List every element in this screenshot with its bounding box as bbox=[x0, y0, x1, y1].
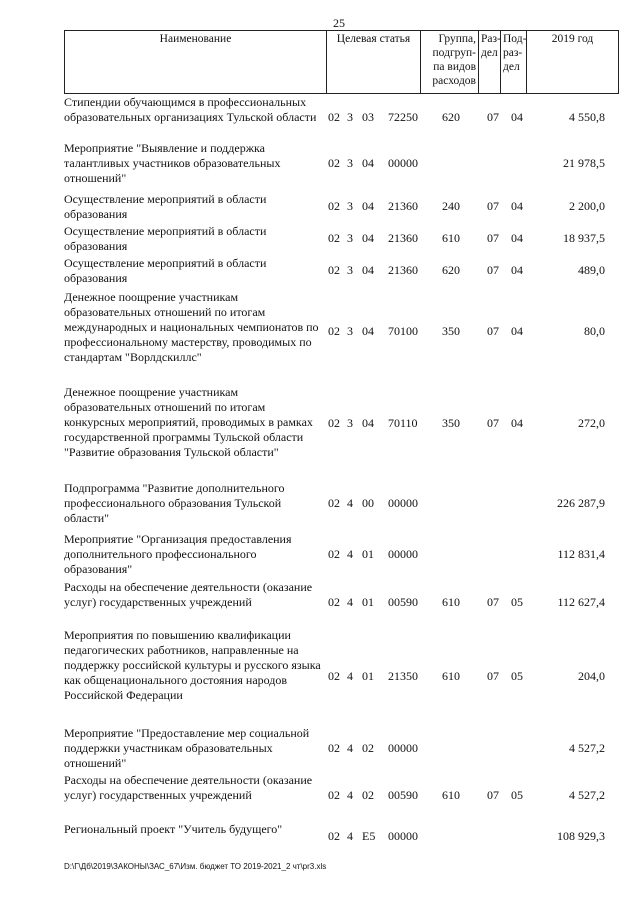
target-code-subprogram: 4 bbox=[347, 595, 353, 609]
table-row bbox=[0, 256, 640, 286]
target-code-program: 02 bbox=[328, 231, 340, 245]
target-code-direction: 00000 bbox=[388, 741, 418, 755]
subsection-code: 04 bbox=[511, 263, 523, 277]
target-code-program: 02 bbox=[328, 324, 340, 338]
target-code-event: 04 bbox=[362, 324, 374, 338]
target-code-program: 02 bbox=[328, 547, 340, 561]
section-code: 07 bbox=[487, 324, 499, 338]
target-code-direction: 21360 bbox=[388, 199, 418, 213]
table-row bbox=[0, 224, 640, 254]
amount-2019: 4 550,8 bbox=[569, 110, 605, 124]
subsection-code: 05 bbox=[511, 788, 523, 802]
target-code-direction: 21350 bbox=[388, 669, 418, 683]
subsection-code: 04 bbox=[511, 324, 523, 338]
header-year: 2019 год bbox=[527, 31, 619, 94]
target-code-subprogram: 3 bbox=[347, 263, 353, 277]
row-name: Денежное поощрение участникам образовательных отношений по итогам международных и национальных чемпионатов по профессиональному мастерству, проводимых по стандартам "Ворлдскиллс" bbox=[64, 290, 319, 364]
table-row bbox=[0, 773, 640, 803]
target-code-subprogram: 3 bbox=[347, 231, 353, 245]
amount-2019: 18 937,5 bbox=[563, 231, 605, 245]
target-code-direction: 00000 bbox=[388, 829, 418, 843]
target-code-program: 02 bbox=[328, 669, 340, 683]
target-code-program: 02 bbox=[328, 263, 340, 277]
row-name: Мероприятие "Выявление и поддержка талантливых участников образовательных отношений" bbox=[64, 141, 281, 185]
table-row bbox=[0, 628, 640, 703]
target-code-direction: 00000 bbox=[388, 156, 418, 170]
subsection-code: 05 bbox=[511, 669, 523, 683]
section-code: 07 bbox=[487, 669, 499, 683]
target-code-program: 02 bbox=[328, 788, 340, 802]
amount-2019: 4 527,2 bbox=[569, 788, 605, 802]
section-code: 07 bbox=[487, 231, 499, 245]
expense-group: 610 bbox=[442, 669, 460, 683]
amount-2019: 112 627,4 bbox=[557, 595, 605, 609]
amount-2019: 489,0 bbox=[578, 263, 605, 277]
target-code-event: 04 bbox=[362, 416, 374, 430]
target-code-subprogram: 4 bbox=[347, 741, 353, 755]
target-code-subprogram: 4 bbox=[347, 496, 353, 510]
row-name: Мероприятия по повышению квалификации педагогических работников, направленные на поддержку российской культуры и русского языка как общенационального достояния народов Российской Федерации bbox=[64, 628, 321, 702]
target-code-subprogram: 4 bbox=[347, 788, 353, 802]
target-code-program: 02 bbox=[328, 199, 340, 213]
target-code-event: 04 bbox=[362, 199, 374, 213]
expense-group: 240 bbox=[442, 199, 460, 213]
expense-group: 350 bbox=[442, 324, 460, 338]
table-row bbox=[0, 192, 640, 222]
amount-2019: 21 978,5 bbox=[563, 156, 605, 170]
target-code-direction: 72250 bbox=[388, 110, 418, 124]
target-code-subprogram: 3 bbox=[347, 199, 353, 213]
amount-2019: 4 527,2 bbox=[569, 741, 605, 755]
target-code-program: 02 bbox=[328, 595, 340, 609]
header-group: Группа, подгруп-па видов расходов bbox=[421, 31, 479, 94]
section-code: 07 bbox=[487, 199, 499, 213]
amount-2019: 204,0 bbox=[578, 669, 605, 683]
expense-group: 620 bbox=[442, 110, 460, 124]
subsection-code: 04 bbox=[511, 416, 523, 430]
target-code-event: 01 bbox=[362, 547, 374, 561]
target-code-event: 02 bbox=[362, 788, 374, 802]
header-target: Целевая статья bbox=[327, 31, 421, 94]
row-name: Расходы на обеспечение деятельности (оказание услуг) государственных учреждений bbox=[64, 773, 313, 802]
target-code-direction: 00000 bbox=[388, 496, 418, 510]
target-code-event: 03 bbox=[362, 110, 374, 124]
target-code-direction: 00590 bbox=[388, 595, 418, 609]
row-name: Осуществление мероприятий в области образования bbox=[64, 192, 267, 221]
table-row bbox=[0, 532, 640, 577]
subsection-code: 04 bbox=[511, 231, 523, 245]
table-row bbox=[0, 822, 640, 843]
target-code-event: 01 bbox=[362, 595, 374, 609]
row-name: Подпрограмма "Развитие дополнительного профессионального образования Тульской области" bbox=[64, 481, 285, 525]
target-code-subprogram: 3 bbox=[347, 110, 353, 124]
target-code-direction: 00590 bbox=[388, 788, 418, 802]
header-name: Наименование bbox=[65, 31, 327, 94]
section-code: 07 bbox=[487, 788, 499, 802]
section-code: 07 bbox=[487, 110, 499, 124]
expense-group: 610 bbox=[442, 595, 460, 609]
table-header bbox=[64, 30, 619, 94]
header-podrazdel: Под-раз-дел bbox=[501, 31, 527, 94]
expense-group: 610 bbox=[442, 231, 460, 245]
target-code-direction: 21360 bbox=[388, 231, 418, 245]
target-code-subprogram: 4 bbox=[347, 669, 353, 683]
target-code-subprogram: 3 bbox=[347, 416, 353, 430]
expense-group: 620 bbox=[442, 263, 460, 277]
amount-2019: 226 287,9 bbox=[557, 496, 605, 510]
subsection-code: 05 bbox=[511, 595, 523, 609]
section-code: 07 bbox=[487, 416, 499, 430]
expense-group: 610 bbox=[442, 788, 460, 802]
row-name: Мероприятие "Предоставление мер социальной поддержки участникам образовательных отношений" bbox=[64, 726, 310, 770]
table-row bbox=[0, 290, 640, 365]
amount-2019: 272,0 bbox=[578, 416, 605, 430]
amount-2019: 108 929,3 bbox=[557, 829, 605, 843]
target-code-program: 02 bbox=[328, 741, 340, 755]
section-code: 07 bbox=[487, 263, 499, 277]
target-code-program: 02 bbox=[328, 110, 340, 124]
target-code-subprogram: 3 bbox=[347, 156, 353, 170]
target-code-event: 00 bbox=[362, 496, 374, 510]
table-row bbox=[0, 580, 640, 610]
amount-2019: 80,0 bbox=[584, 324, 605, 338]
header-razdel: Раз-дел bbox=[479, 31, 501, 94]
target-code-program: 02 bbox=[328, 156, 340, 170]
row-name: Региональный проект "Учитель будущего" bbox=[64, 822, 283, 836]
target-code-program: 02 bbox=[328, 829, 340, 843]
amount-2019: 2 200,0 bbox=[569, 199, 605, 213]
target-code-event: 01 bbox=[362, 669, 374, 683]
target-code-direction: 00000 bbox=[388, 547, 418, 561]
target-code-event: 02 bbox=[362, 741, 374, 755]
target-code-event: 04 bbox=[362, 231, 374, 245]
row-name: Расходы на обеспечение деятельности (оказание услуг) государственных учреждений bbox=[64, 580, 313, 609]
table-row bbox=[0, 385, 640, 475]
table-row bbox=[0, 726, 640, 771]
target-code-direction: 21360 bbox=[388, 263, 418, 277]
target-code-direction: 70110 bbox=[388, 416, 418, 430]
table-row bbox=[0, 141, 640, 186]
target-code-direction: 70100 bbox=[388, 324, 418, 338]
row-name: Стипендии обучающимся в профессиональных образовательных организациях Тульской области bbox=[64, 95, 317, 124]
row-name: Мероприятие "Организация предоставления дополнительного профессионального образования" bbox=[64, 532, 292, 576]
section-code: 07 bbox=[487, 595, 499, 609]
footer-file-path: D:\Г\Дб\2019\ЗАКОНЫ\ЗАС_67\Изм. бюджет ТО 2019-2021_2 чт\pr3.xls bbox=[64, 862, 327, 871]
table-row bbox=[0, 95, 640, 140]
subsection-code: 04 bbox=[511, 110, 523, 124]
table-row bbox=[0, 481, 640, 526]
target-code-subprogram: 4 bbox=[347, 829, 353, 843]
amount-2019: 112 831,4 bbox=[557, 547, 605, 561]
target-code-program: 02 bbox=[328, 416, 340, 430]
target-code-subprogram: 3 bbox=[347, 324, 353, 338]
row-name: Осуществление мероприятий в области образования bbox=[64, 224, 267, 253]
row-name: Осуществление мероприятий в области образования bbox=[64, 256, 267, 285]
target-code-event: 04 bbox=[362, 156, 374, 170]
target-code-subprogram: 4 bbox=[347, 547, 353, 561]
row-name: Денежное поощрение участникам образовательных отношений по итогам конкурсных мероприятий, проводимых в рамках государственной программы Тульской области "Развитие образования Тульской области" bbox=[64, 385, 313, 459]
page-number: 25 bbox=[333, 16, 345, 30]
expense-group: 350 bbox=[442, 416, 460, 430]
subsection-code: 04 bbox=[511, 199, 523, 213]
target-code-event: E5 bbox=[362, 829, 376, 843]
target-code-event: 04 bbox=[362, 263, 374, 277]
target-code-program: 02 bbox=[328, 496, 340, 510]
